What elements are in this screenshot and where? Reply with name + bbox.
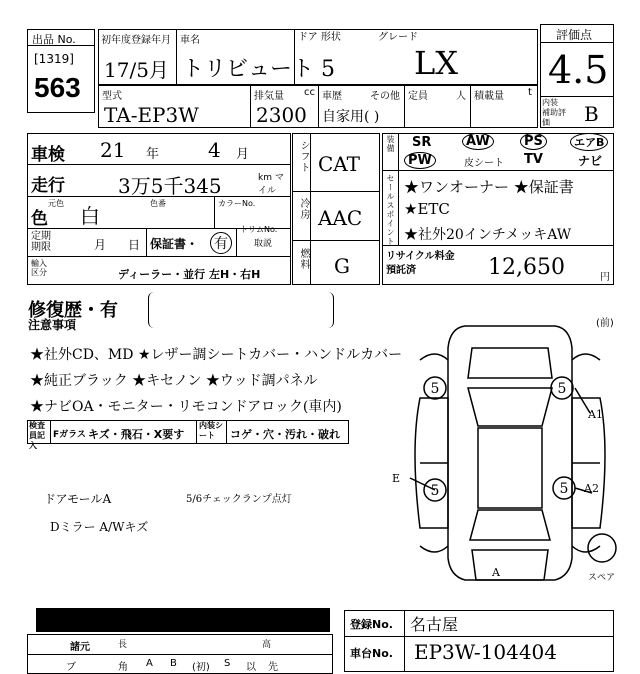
capacity-label: 定員 [408,91,428,102]
period-month: 月 [94,238,107,252]
color-no-label: カラーNo. [218,199,256,208]
reg-value: 名古屋 [410,615,459,634]
fuel-label: 燃料 [298,248,309,270]
legend-interior-value: コゲ・穴・汚れ・破れ [230,428,340,441]
spec-label: 諸元 [70,642,90,653]
first-reg-label: 初年度登録年月 [101,35,171,46]
first-reg-value: 17/5月 [104,58,169,82]
interior-label: 内装 補助評価 [542,98,566,127]
options-label: 装備 [386,135,395,153]
ac-value: AAC [318,206,363,230]
dent-mark-3: 5 [430,483,440,499]
history-value: 自家用( ) [322,109,380,125]
selling-point-3: ★社外20インチメッキAW [404,227,572,243]
mileage-value: 3万5千345 [118,174,222,198]
fuel-value: G [334,254,350,278]
note-line-2: ★純正ブラック ★キセノン ★ウッド調パネル [30,373,318,389]
spare-label: スペア [588,573,616,583]
ac-label: 冷房 [298,198,309,220]
selling-point-1: ★ワンオーナー ★保証書 [404,178,574,196]
load-label: 積載量 [474,91,504,102]
spec-row-1: ブ [66,662,76,673]
notes-label: 注意事項 [28,318,77,332]
period-label: 定期 期限 [31,231,51,253]
manual-label: 取説 [254,239,273,249]
chassis-label: 車台No. [350,647,393,660]
dent-mark-2: 5 [557,381,567,397]
color-value: 白 [80,204,100,228]
spec-row-3: A [146,658,153,669]
spec-length: 長 [118,640,128,650]
mileage-unit: km マイル [258,173,284,196]
inspection-year: 21 [100,138,126,162]
mileage-label: 走行 [31,176,65,196]
warranty-value: 有 [210,232,232,254]
shift-label: シフト [298,140,309,173]
option-sr: SR [412,135,432,150]
spec-row-7: 以 [246,662,256,673]
spec-height: 高 [262,640,272,650]
lot-code: [1319] [34,52,74,66]
option-airbag: エアB [570,133,608,151]
grade-label: グレード [378,32,418,43]
capacity-unit: 人 [456,91,466,102]
displacement-label: 排気量 [254,91,284,102]
car-name-value: トリビュート 5 [182,57,335,82]
chassis-value: EP3W-104404 [414,640,557,664]
period-day: 日 [128,238,141,252]
mark-a: A [492,566,500,579]
option-pw: PW [404,152,436,169]
option-tv: TV [524,152,543,167]
legend-glass-value: キズ・飛石・X要す [88,428,185,441]
option-ps: PS [520,133,547,150]
scratch-mark-a1: A1 [588,408,603,421]
legend-label: 検査員記入 [29,421,45,450]
load-unit: t [528,87,532,98]
legend-glass: Fガラス [53,430,86,440]
option-leather: 皮シート [464,158,504,169]
option-navi: ナビ [578,154,603,168]
selling-label: セールスポイント [386,174,395,246]
spec-row-8: 先 [268,662,278,673]
type-value: TA-EP3W [104,103,199,127]
import-label: 輸入区分 [31,259,47,277]
selling-point-2: ★ETC [404,200,450,218]
lot-label: 出品 No. [32,33,76,46]
option-aw: AW [462,133,494,150]
color-code-label: 色番 [150,199,166,208]
note-line-3: ★ナビOA・モニター・リモコンドアロック(車内) [30,399,342,415]
recycle-label: リサイクル料金 預託済 [386,251,455,276]
dent-mark-4: 5 [559,481,569,497]
warranty-label: 保証書・ [150,237,199,251]
inspection-year-unit: 年 [146,147,160,162]
inspection-month: 4 [208,138,221,162]
footer-redaction [36,608,330,632]
scratch-mark-a2: A2 [584,482,599,495]
notes-bracket [148,292,334,328]
history-other: その他 [370,91,400,102]
color-origin-label: 元色 [48,199,64,208]
score-label: 評価点 [556,28,593,42]
dent-mark-1: 5 [430,381,440,397]
displacement-value: 2300 [256,103,307,127]
recycle-value: 12,650 [488,255,565,280]
reg-label: 登録No. [350,618,393,631]
extra-note-1: ドアモールA [44,492,112,506]
spec-row-5: (初) [192,662,210,673]
recycle-unit: 円 [600,272,610,283]
spec-row-2: 角 [118,662,128,673]
trim-label: トリムNo. [240,225,278,234]
lot-number: 563 [34,72,81,103]
extra-note-1b: 5/6チェックランプ点灯 [186,494,292,505]
interior-value: B [584,102,599,126]
mark-e: E [392,472,401,485]
grade-value: LX [414,44,459,82]
door-label: ドア 形状 [298,32,341,43]
front-label: (前) [596,318,614,329]
extra-note-2: Dミラー A/Wキズ [50,520,149,534]
inspection-month-unit: 月 [236,147,250,162]
inspection-label: 車検 [31,145,65,165]
history-label: 車歴 [322,91,342,102]
car-name-label: 車名 [180,35,200,46]
note-line-1: ★社外CD、MD ★レザー調シートカバー・ハンドルカバー [30,347,403,363]
import-value: ディーラー・並行 左H・右H [118,268,261,281]
cc-label: cc [304,87,315,98]
legend-interior: 内装シート [199,421,223,440]
score-value: 4.5 [548,48,609,92]
color-label: 色 [31,209,48,229]
repair-title: 修復歴・有 [28,300,118,321]
shift-value: CAT [318,152,360,176]
car-diagram [380,318,640,598]
spec-row-6: S [224,658,231,669]
type-label: 型式 [102,91,122,102]
spec-row-4: B [170,658,177,669]
